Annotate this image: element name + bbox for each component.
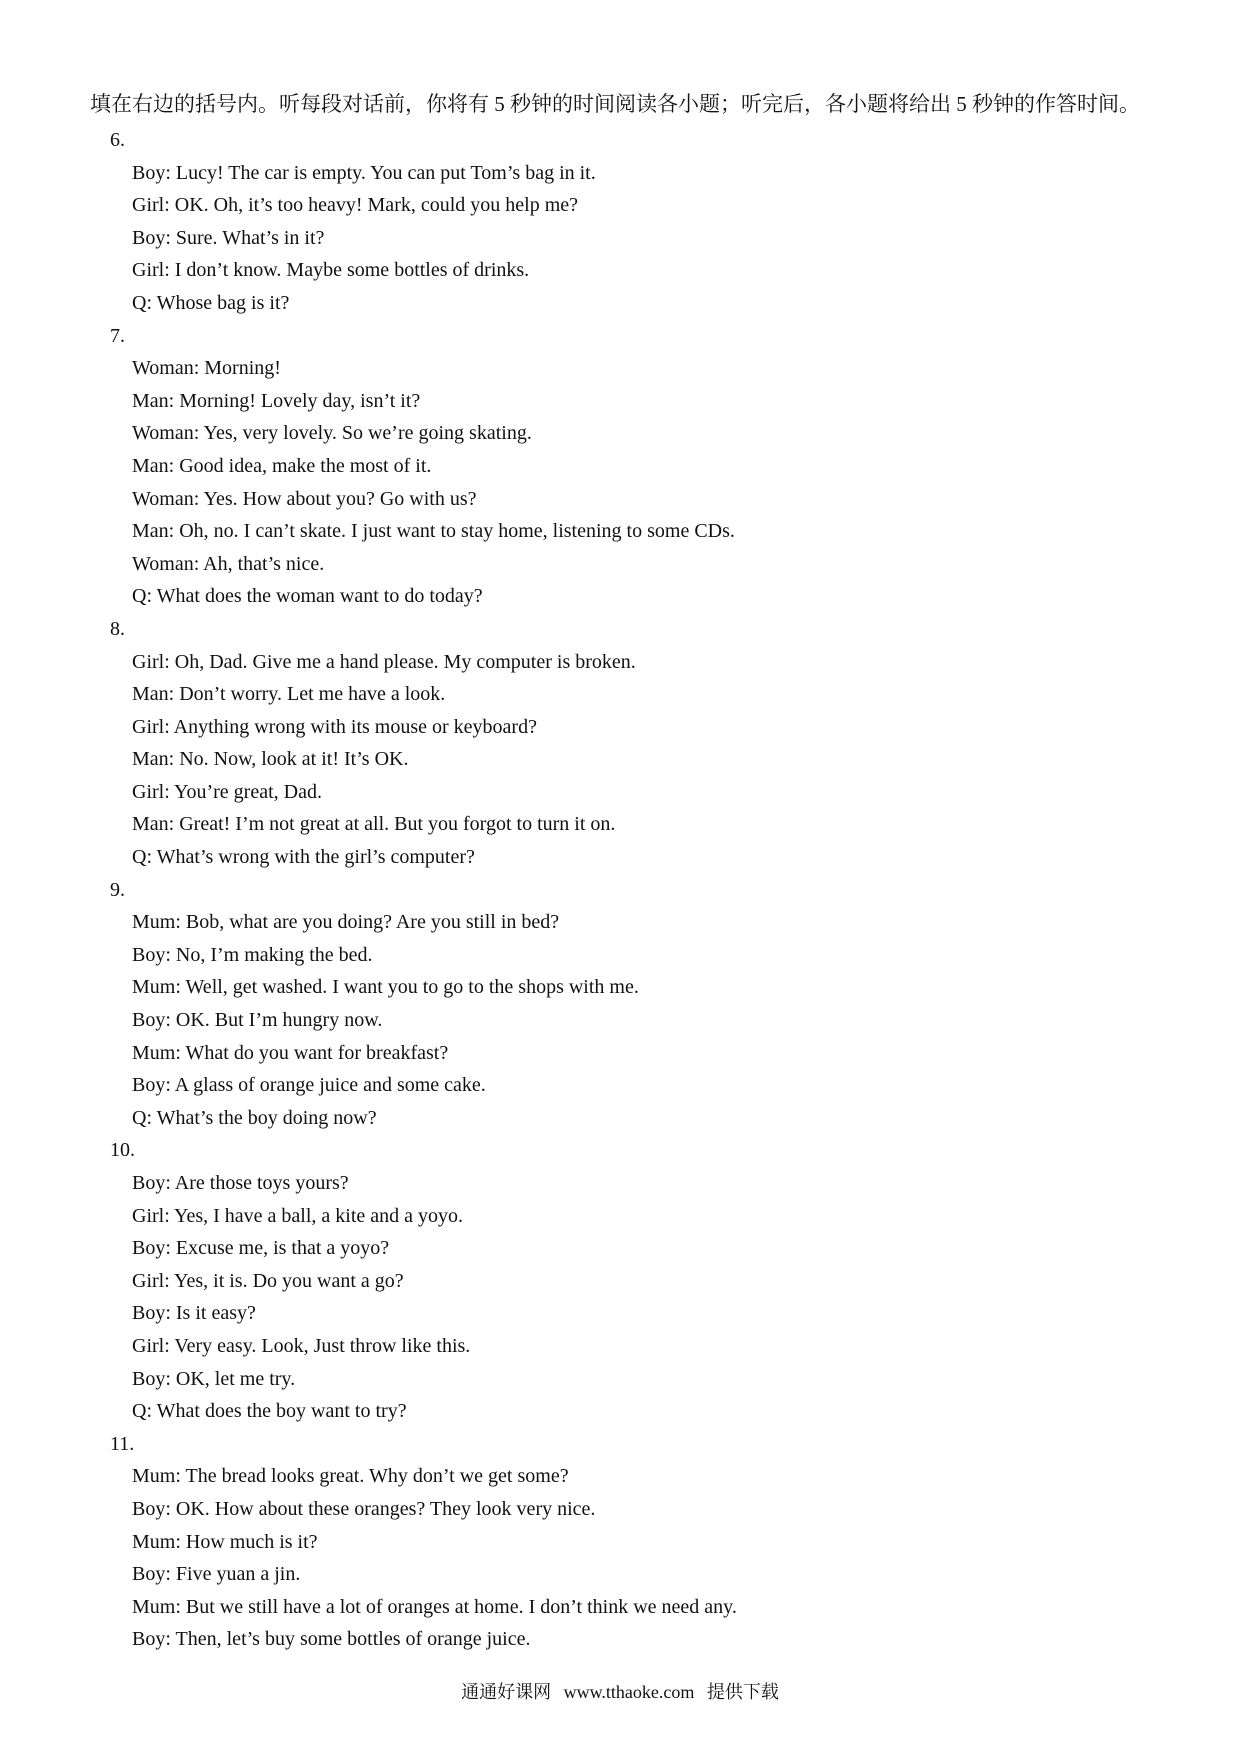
dialogue-line: Girl: OK. Oh, it’s too heavy! Mark, could you help me? (132, 194, 579, 217)
dialogue-line: Man: Morning! Lovely day, isn’t it? (132, 389, 421, 412)
dialogue-line: Q: What does the boy want to try? (132, 1400, 407, 1423)
dialogue-line: Man: Don’t worry. Let me have a look. (132, 683, 446, 706)
dialogue-line: Mum: Bob, what are you doing? Are you still in bed? (132, 911, 560, 934)
dialogue-line: Mum: How much is it? (132, 1530, 318, 1553)
dialogue-line: Boy: Sure. What’s in it? (132, 226, 325, 249)
dialogue-item (90, 1428, 1190, 1656)
instructions-text: 填在右边的括号内。听每段对话前，你将有 5 秒钟的时间阅读各小题；听完后，各小题将给出 5 秒钟的作答时间。 (90, 92, 1140, 116)
dialogue-line: Man: Good idea, make the most of it. (132, 454, 432, 477)
dialogue-line: Girl: You’re great, Dad. (132, 780, 322, 803)
dialogue-line: Mum: What do you want for breakfast? (132, 1041, 449, 1064)
question-number: 6. (110, 129, 125, 151)
dialogue-line: Girl: Yes, I have a ball, a kite and a yoyo. (132, 1204, 464, 1227)
dialogue-line: Q: What does the woman want to do today? (132, 585, 483, 608)
footer-site-name: 通通好课网 (461, 1682, 552, 1702)
dialogue-line: Woman: Yes, very lovely. So we’re going skating. (132, 422, 532, 445)
dialogue-line: Mum: But we still have a lot of oranges at home. I don’t think we need any. (132, 1595, 737, 1618)
question-number: 11. (110, 1432, 135, 1455)
dialogue-line: Boy: Then, let’s buy some bottles of orange juice. (132, 1628, 531, 1651)
dialogue-line: Boy: A glass of orange juice and some cake. (132, 1074, 486, 1097)
dialogue-line: Q: What’s the boy doing now? (132, 1106, 377, 1129)
dialogue-line: Mum: The bread looks great. Why don’t we get some? (132, 1465, 569, 1488)
dialogue-line: Q: Whose bag is it? (132, 291, 290, 314)
dialogue-line: Boy: Excuse me, is that a yoyo? (132, 1237, 390, 1260)
question-number: 8. (110, 617, 125, 640)
question-number: 7. (110, 324, 125, 347)
dialogue-line: Boy: Lucy! The car is empty. You can put Tom’s bag in it. (132, 161, 596, 184)
dialogue-line: Boy: OK. But I’m hungry now. (132, 1009, 383, 1032)
dialogue-line: Woman: Ah, that’s nice. (132, 552, 325, 575)
dialogue-item (90, 124, 1190, 320)
dialogue-line: Man: No. Now, look at it! It’s OK. (132, 748, 409, 771)
dialogue-item (90, 874, 1190, 1135)
dialogue-line: Girl: Oh, Dad. Give me a hand please. My computer is broken. (132, 650, 636, 673)
dialogue-line: Q: What’s wrong with the girl’s computer? (132, 846, 475, 869)
dialogue-line: Boy: Are those toys yours? (132, 1172, 349, 1194)
footer-note: 提供下载 (706, 1682, 779, 1702)
dialogue-line: Mum: Well, get washed. I want you to go to the shops with me. (132, 976, 639, 999)
dialogue-line: Boy: OK. How about these oranges? They look very nice. (132, 1497, 596, 1520)
dialogue-line: Boy: Is it easy? (132, 1302, 256, 1325)
question-number: 9. (110, 878, 125, 901)
dialogue-line: Boy: No, I’m making the bed. (132, 943, 373, 966)
page-footer (0, 1680, 1240, 1704)
dialogue-line: Girl: Very easy. Look, Just throw like this. (132, 1334, 471, 1357)
dialogue-line: Boy: OK, let me try. (132, 1367, 296, 1390)
dialogue-line: Girl: Yes, it is. Do you want a go? (132, 1269, 404, 1292)
dialogue-line: Man: Great! I’m not great at all. But you forgot to turn it on. (132, 813, 616, 836)
dialogue-line: Man: Oh, no. I can’t skate. I just want to stay home, listening to some CDs. (132, 520, 735, 543)
dialogue-item (90, 1134, 1190, 1427)
dialogue-list (90, 124, 1190, 1656)
dialogue-line: Boy: Five yuan a jin. (132, 1563, 301, 1586)
dialogue-item (90, 613, 1190, 874)
footer-url[interactable]: www.tthaoke.com (563, 1682, 695, 1702)
question-number: 10. (110, 1139, 135, 1162)
dialogue-item (90, 320, 1190, 613)
dialogue-line: Woman: Yes. How about you? Go with us? (132, 487, 477, 510)
dialogue-line: Girl: I don’t know. Maybe some bottles of drinks. (132, 259, 530, 282)
dialogue-line: Girl: Anything wrong with its mouse or keyboard? (132, 715, 537, 738)
dialogue-line: Woman: Morning! (132, 357, 281, 380)
